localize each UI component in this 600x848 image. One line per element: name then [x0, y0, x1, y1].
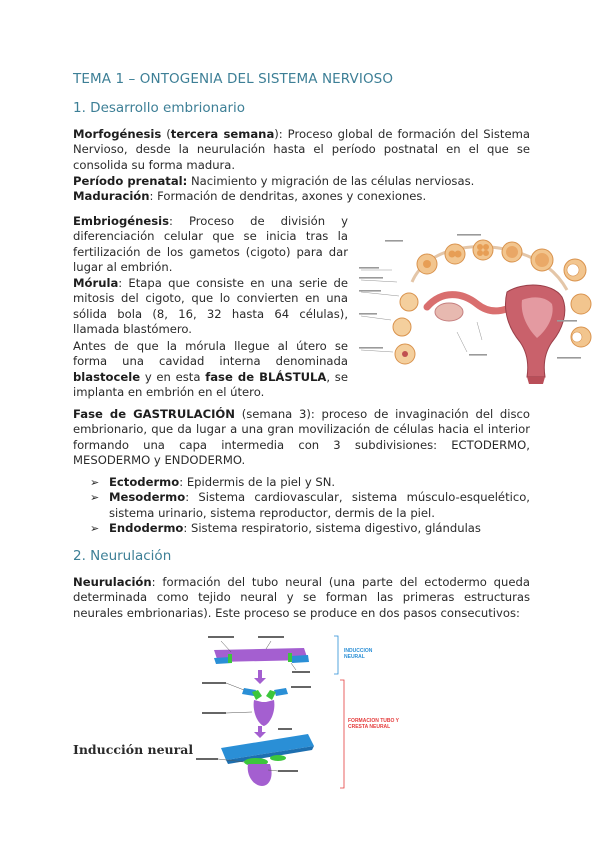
arrow-bullet-icon: ➢	[90, 521, 100, 535]
paragraph-prenatal: Período prenatal: Nacimiento y migración de las células nerviosas.	[73, 174, 475, 188]
embryo-development-figure	[357, 212, 600, 384]
list-item: ➢ Mesodermo: Sistema cardiovascular, sistema músculo-esquelético, sistema urinario, sistema reproductor, dermis de la piel.	[90, 490, 530, 520]
section-heading-desarrollo: 1. Desarrollo embrionario	[73, 100, 246, 116]
paragraph-gastrulacion: Fase de GASTRULACIÓN (semana 3): proceso de invaginación del disco embrionario, que da lugar a una gran movilización de células hacia el interior formando una capa intermedia con 3 subdivisiones: ECTODERMO, MESODERMO y ENDODERMO.	[73, 407, 530, 468]
list-item: ➢ Ectodermo: Epidermis de la piel y SN.	[90, 475, 336, 489]
term-gastrulacion: Fase de GASTRULACIÓN	[73, 407, 235, 421]
page-title: TEMA 1 – ONTOGENIA DEL SISTEMA NERVIOSO	[73, 71, 394, 87]
paragraph-morula: Mórula: Etapa que consiste en una serie de mitosis del cigoto, que lo convierten en una sólida bola (8, 16, 32 hasta 64 células), llamada blastómero.	[73, 276, 348, 337]
term-neurulacion: Neurulación	[73, 575, 152, 589]
paragraph-neurulacion: Neurulación: formación del tubo neural (una parte del ectodermo queda determinada como tejido neural y se forman las primeras estructuras neurales embrionarias). Este proceso se produce en dos pasos consecutivos:	[73, 575, 530, 620]
section-heading-neurulacion: 2. Neurulación	[73, 548, 172, 564]
formacion-figure-label: FORMACIÓN TUBO Y CRESTA NEURAL	[348, 718, 399, 730]
germ-layer-list	[90, 475, 530, 536]
term-embriogenesis: Embriogénesis	[73, 214, 170, 228]
arrow-bullet-icon: ➢	[90, 476, 100, 489]
term-prenatal: Período prenatal:	[73, 174, 188, 188]
term-morula: Mórula	[73, 276, 119, 290]
paragraph-morfogenesis: Morfogénesis (tercera semana): Proceso global de formación del Sistema Nervioso, desde la neurulación hasta el período postnatal en el que se consolida su forma madura.	[73, 127, 530, 172]
term-maduracion: Maduración	[73, 189, 150, 203]
paragraph-blastula: Antes de que la mórula llegue al útero se forma una cavidad interna denominada blastocele y en esta fase de BLÁSTULA, se implanta en embrión en el útero.	[73, 339, 348, 400]
paragraph-maduracion: Maduración: Formación de dendritas, axones y conexiones.	[73, 189, 427, 203]
induccion-figure-label: INDUCCIÓN NEURAL	[344, 648, 373, 660]
neurulation-figure	[196, 630, 434, 790]
arrow-bullet-icon: ➢	[90, 491, 100, 505]
list-item: ➢ Endodermo: Sistema respiratorio, sistema digestivo, glándulas	[90, 520, 481, 535]
paragraph-embriogenesis: Embriogénesis: Proceso de división y diferenciación celular que se inicia tras la fertilización de los gametos (cigoto) para dar lugar al embrión.	[73, 214, 348, 275]
term-morfogenesis: Morfogénesis	[73, 127, 162, 141]
induccion-neural-label: Inducción neural	[73, 742, 194, 757]
